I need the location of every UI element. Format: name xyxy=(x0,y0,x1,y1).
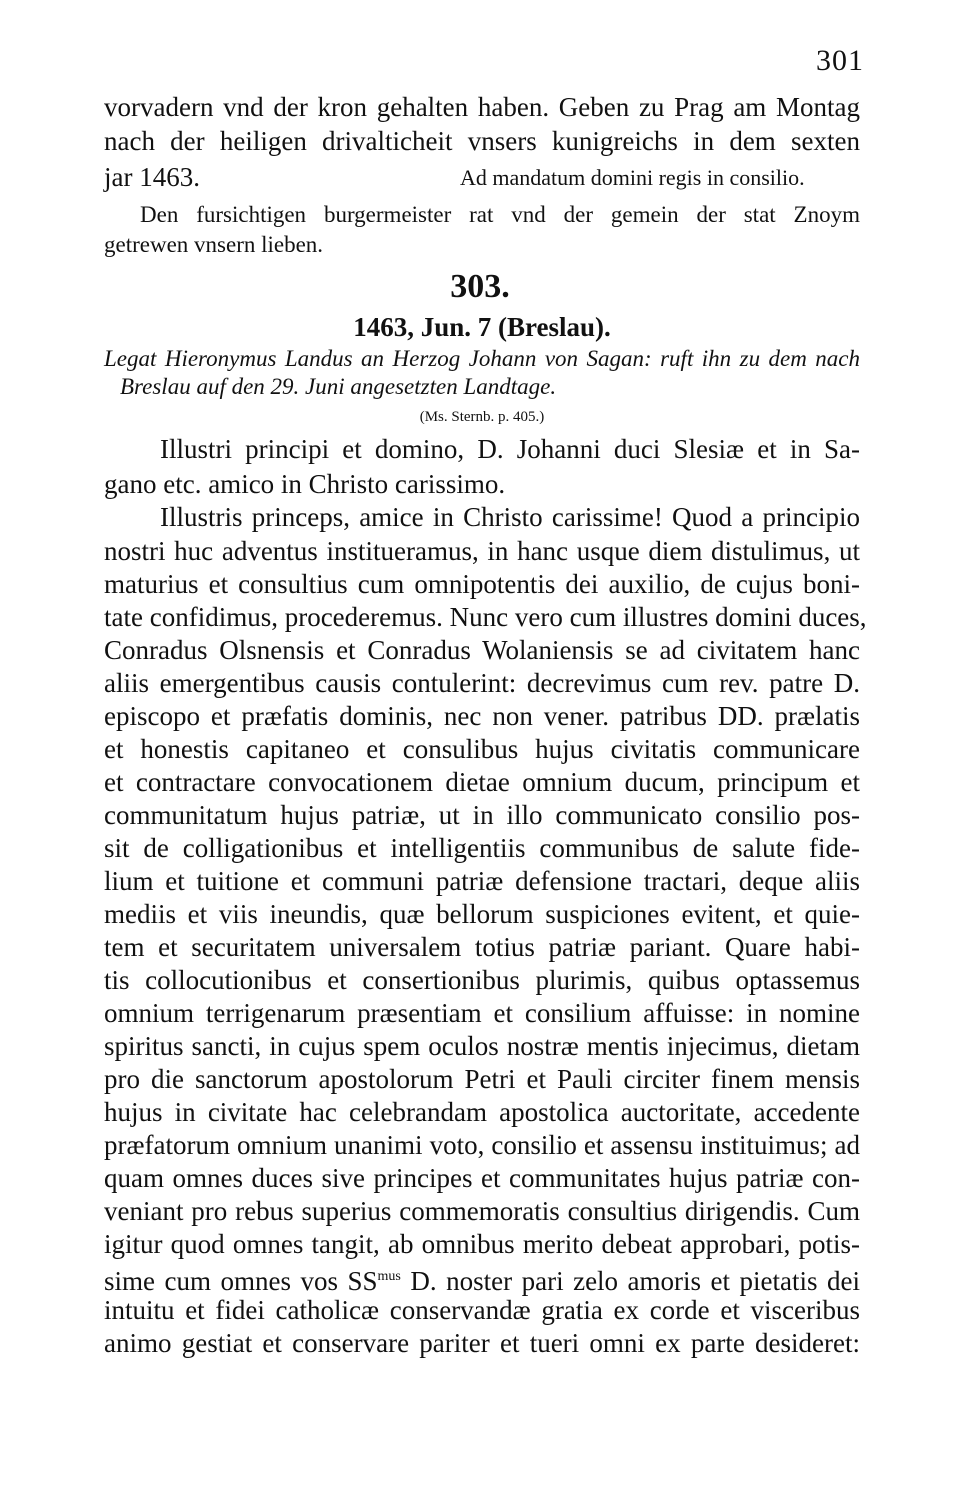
text-line: vorvadern vnd der kron gehalten haben. Geben zu Prag am Montag xyxy=(104,92,860,122)
body-line: lium et tuitione et communi patriæ defensione tractari, deque aliis xyxy=(104,866,860,896)
body-line: sit de colligationibus et intelligentiis communibus de salute fide- xyxy=(104,833,860,863)
body-line: veniant pro rebus superius commemoratis consultius dirigendis. Cum xyxy=(104,1196,860,1226)
body-line: tem et securitatem universalem totius patriæ pariant. Quare habi- xyxy=(104,932,860,962)
body-line: episcopo et præfatis dominis, nec non vener. patribus DD. prælatis xyxy=(104,701,860,731)
body-line: hujus in civitate hac celebrandam apostolica auctoritate, accedente xyxy=(104,1097,860,1127)
salutation-line: gano etc. amico in Christo carissimo. xyxy=(104,469,506,499)
document-date: 1463, Jun. 7 (Breslau). xyxy=(353,312,611,342)
body-line: spiritus sancti, in cujus spem oculos nostræ mentis injecimus, dietam xyxy=(104,1031,860,1061)
document-number: 303. xyxy=(450,268,510,305)
body-line: Conradus Olsnensis et Conradus Wolaniensis se ad civitatem hanc xyxy=(104,635,860,665)
body-line: et honestis capitaneo et consulibus hujus civitatis communicare xyxy=(104,734,860,764)
body-line: et contractare convocationem dietae omnium ducum, principum et xyxy=(104,767,860,797)
superscript: mus xyxy=(377,1269,401,1284)
mandate-note: Ad mandatum domini regis in consilio. xyxy=(460,165,805,190)
body-line: Illustris princeps, amice in Christo carissime! Quod a principio xyxy=(160,502,860,532)
body-line: præfatorum omnium unanimi voto, consilio et assensu instituimus; ad xyxy=(104,1130,860,1160)
body-line: tate confidimus, procederemus. Nunc vero cum illustres domini duces, xyxy=(104,602,867,632)
text-after-superscript: D. noster pari zelo amoris et pietatis dei xyxy=(400,1266,861,1296)
source-note: (Ms. Sternb. p. 405.) xyxy=(419,409,545,425)
summary-line: Legat Hieronymus Landus an Herzog Johann von Sagan: ruft ihn zu dem nach xyxy=(104,346,860,371)
address-line: getrewen vnsern lieben. xyxy=(104,232,324,257)
body-line: tis collocutionibus et consertionibus plurimis, quibus optassemus xyxy=(104,965,860,995)
body-line: mediis et viis ineundis, quæ bellorum suspiciones evitent, et quie- xyxy=(104,899,860,929)
text-before-superscript: sime cum omnes vos SS xyxy=(104,1266,378,1296)
summary-line: Breslau auf den 29. Juni angesetzten Landtage. xyxy=(120,374,557,399)
page-number: 301 xyxy=(816,44,864,77)
text-line: jar 1463. xyxy=(104,162,200,192)
body-line: maturius et consultius cum omnipotentis dei auxilio, de cujus boni- xyxy=(104,569,860,599)
body-line: quam omnes duces sive principes et communitates hujus patriæ con- xyxy=(104,1163,860,1193)
salutation-line: Illustri principi et domino, D. Johanni duci Slesiæ et in Sa- xyxy=(160,434,860,464)
body-line: nostri huc adventus instituеramus, in hanc usque diem distulimus, ut xyxy=(104,536,860,566)
body-line: intuitu et fidei catholicæ conservandæ gratia ex corde et visceribus xyxy=(104,1295,860,1325)
address-line: Den fursichtigen burgermeister rat vnd der gemein der stat Znoym xyxy=(140,202,860,227)
body-line: animo gestiat et conservare pariter et tueri omni ex parte desideret: xyxy=(104,1328,860,1358)
text-line: nach der heiligen drivalticheit vnsers kunigreichs in dem sexten xyxy=(104,126,860,156)
body-line: igitur quod omnes tangit, ab omnibus merito debeat approbari, potis- xyxy=(104,1229,860,1259)
body-line: aliis emergentibus causis contulerint: decrevimus cum rev. patre D. xyxy=(104,668,860,698)
body-line: pro die sanctorum apostolorum Petri et Pauli circiter finem mensis xyxy=(104,1064,860,1094)
body-line: communitatum hujus patriæ, ut in illo communicato consilio pos- xyxy=(104,800,860,830)
body-line: omnium terrigenarum præsentiam et consilium affuisse: in nomine xyxy=(104,998,860,1028)
